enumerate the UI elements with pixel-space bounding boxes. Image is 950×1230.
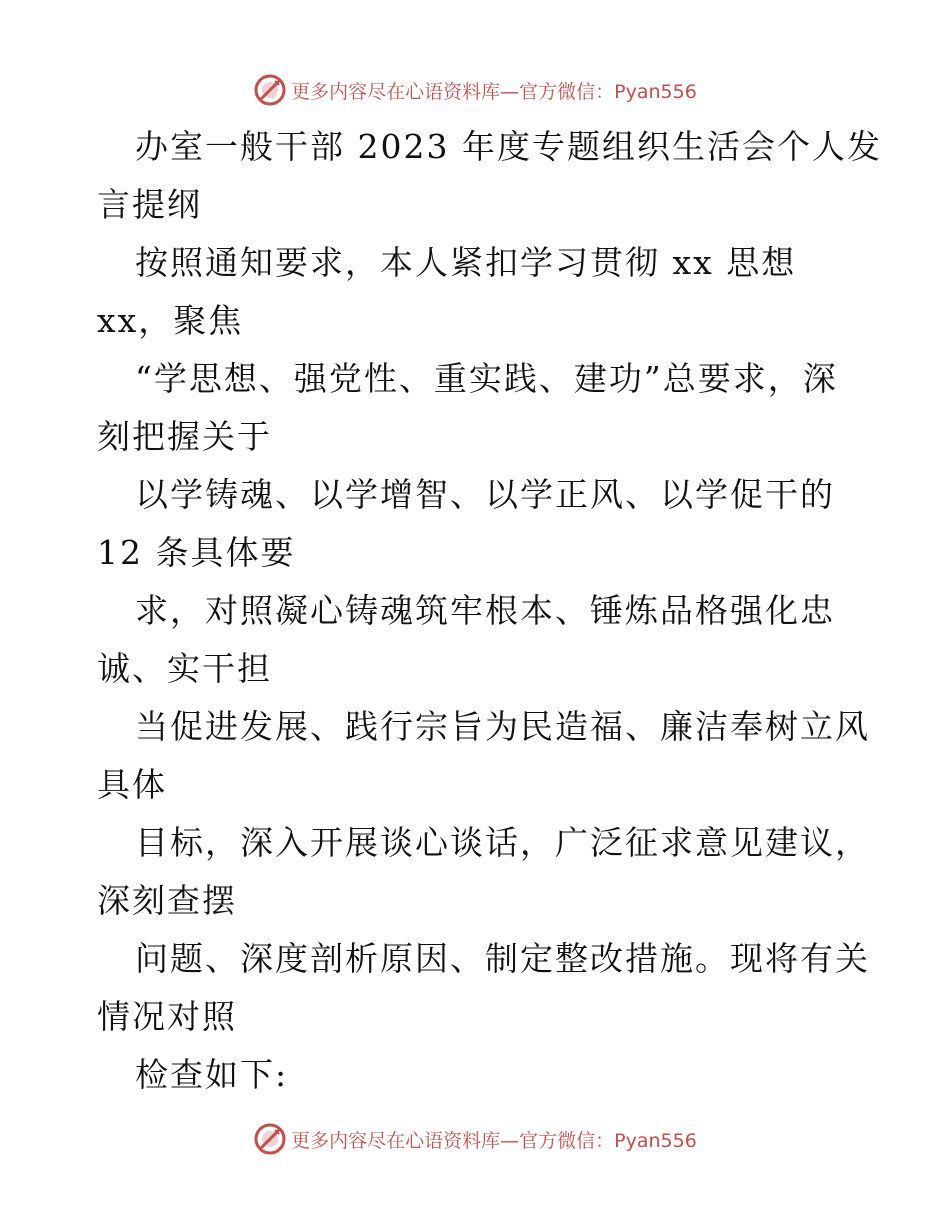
body-line: 按照通知要求，本人紧扣学习贯彻 xx 思想 bbox=[135, 243, 797, 282]
header-banner-text: 更多内容尽在心语资料库—官方微信：Pyan556 bbox=[291, 80, 697, 103]
body-line: 检查如下: bbox=[135, 1055, 289, 1094]
body-line: 求，对照凝心铸魂筑牢根本、锤炼品格强化忠 bbox=[135, 591, 835, 630]
body-line: 目标，深入开展谈心谈话，广泛征求意见建议， bbox=[135, 823, 870, 862]
footer-banner-text: 更多内容尽在心语资料库—官方微信：Pyan556 bbox=[291, 1129, 697, 1152]
body-line: 当促进发展、践行宗旨为民造福、廉洁奉树立风 bbox=[135, 707, 870, 746]
body-line: “学思想、强党性、重实践、建功”总要求，深 bbox=[135, 359, 838, 398]
title-line-1: 办室一般干部 2023 年度专题组织生活会个人发 bbox=[135, 127, 882, 166]
body-line: 具体 bbox=[97, 765, 167, 804]
body-line: 12 条具体要 bbox=[97, 533, 296, 572]
header-banner bbox=[0, 70, 950, 110]
body-line: 情况对照 bbox=[97, 997, 237, 1036]
seal-logo-icon bbox=[253, 1122, 287, 1156]
body-line: 诚、实干担 bbox=[97, 649, 272, 688]
seal-logo-icon bbox=[253, 73, 287, 107]
body-line: 刻把握关于 bbox=[97, 417, 272, 456]
body-line: 以学铸魂、以学增智、以学正风、以学促干的 bbox=[135, 475, 835, 514]
body-line: xx，聚焦 bbox=[97, 301, 244, 340]
body-line: 问题、深度剖析原因、制定整改措施。现将有关 bbox=[135, 939, 870, 978]
footer-banner bbox=[0, 1119, 950, 1159]
body-line: 深刻查摆 bbox=[97, 881, 237, 920]
title-line-2: 言提纲 bbox=[97, 185, 202, 224]
document-body bbox=[97, 118, 882, 1104]
